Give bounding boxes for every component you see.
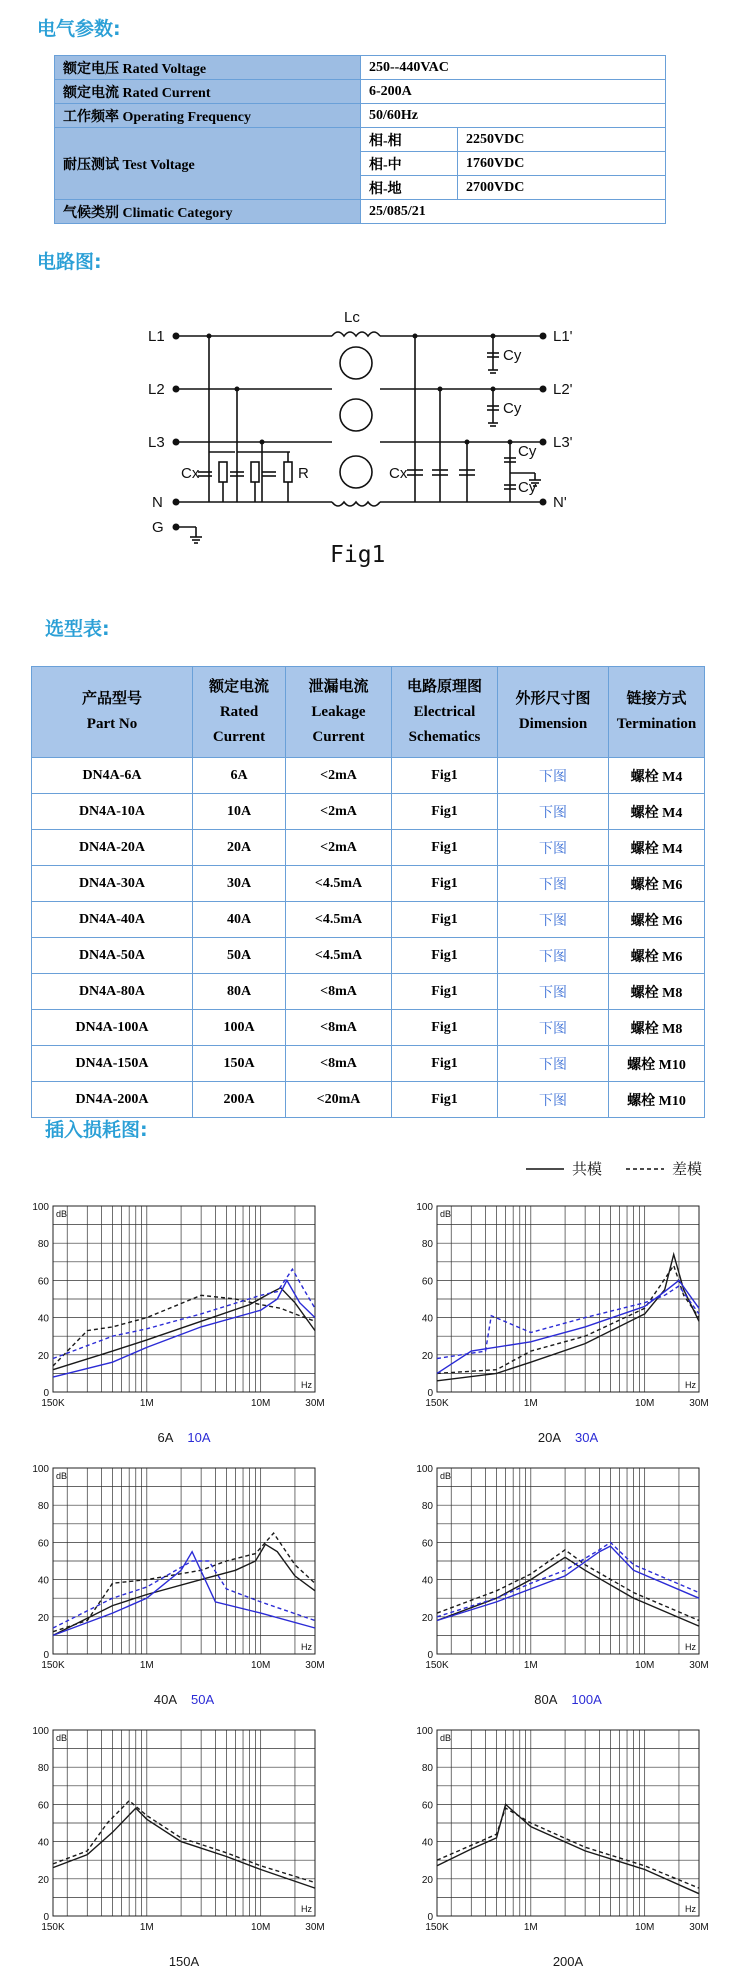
table-row [32, 1082, 705, 1118]
chart-caption [538, 1430, 599, 1445]
y-tick-label: 80 [37, 1239, 49, 1251]
dimension-link[interactable]: 下图 [498, 1082, 609, 1118]
chart-caption-part: 200A [552, 1954, 584, 1969]
x-tick-label: 30M [689, 1922, 709, 1933]
x-tick-label: 10M [634, 1660, 655, 1671]
spec-label: 耐压测试 Test Voltage [55, 128, 361, 200]
schematic-label-right: N' [553, 494, 567, 511]
x-tick-label: 1M [139, 1398, 154, 1409]
cell-part-no: DN4A-80A [32, 974, 193, 1010]
cell-rated-current: 100A [193, 1010, 286, 1046]
cell-schematic: Fig1 [392, 1082, 498, 1118]
schematic-r-label: R [298, 465, 309, 482]
cell-part-no: DN4A-30A [32, 866, 193, 902]
table-row [32, 902, 705, 938]
x-axis-unit: Hz [685, 1642, 696, 1652]
dimension-link[interactable]: 下图 [498, 830, 609, 866]
y-tick-label: 20 [37, 1350, 49, 1362]
dimension-link[interactable]: 下图 [498, 1010, 609, 1046]
cell-leakage: <2mA [286, 758, 392, 794]
y-tick-label: 20 [37, 1874, 49, 1886]
cell-part-no: DN4A-20A [32, 830, 193, 866]
schematic-cx-label: Cx [181, 465, 200, 482]
y-axis-unit: dB [56, 1471, 68, 1481]
x-axis-unit: Hz [685, 1380, 696, 1390]
x-axis-unit: Hz [685, 1904, 696, 1914]
x-tick-label: 150K [425, 1660, 449, 1671]
y-tick-label: 40 [421, 1837, 433, 1849]
cell-part-no: DN4A-100A [32, 1010, 193, 1046]
cell-leakage: <8mA [286, 974, 392, 1010]
y-tick-label: 60 [37, 1538, 49, 1550]
chart-caption-part: 30A [575, 1430, 599, 1445]
y-axis-unit: dB [440, 1471, 452, 1481]
chart-caption-part: 80A [534, 1692, 558, 1707]
y-tick-label: 60 [421, 1800, 433, 1812]
schematic-label-right: L1' [553, 328, 573, 345]
x-tick-label: 150K [425, 1922, 449, 1933]
dimension-link[interactable]: 下图 [498, 794, 609, 830]
y-tick-label: 80 [421, 1501, 433, 1513]
chart-caption-part: 10A [187, 1430, 211, 1445]
y-tick-label: 20 [421, 1612, 433, 1624]
series-line-black-solid [53, 1808, 315, 1888]
cell-schematic: Fig1 [392, 830, 498, 866]
spec-subname: 相-地 [361, 176, 458, 200]
header-line: Leakage [311, 703, 366, 720]
section-title-circuit: 电路图: [37, 251, 102, 273]
header-line: 链接方式 [626, 691, 687, 707]
header-schematics [392, 667, 498, 758]
x-tick-label: 10M [250, 1398, 271, 1409]
y-tick-label: 100 [32, 1202, 49, 1213]
circuit-schematic [0, 290, 730, 580]
schematic-caption: Fig1 [330, 542, 386, 568]
x-tick-label: 150K [41, 1398, 65, 1409]
chart-caption-part: 150A [168, 1954, 200, 1969]
spec-subname: 相-相 [361, 128, 458, 152]
cell-termination: 螺栓 M4 [609, 794, 705, 830]
dimension-link[interactable]: 下图 [498, 866, 609, 902]
selection-header-row [32, 667, 705, 758]
chart-caption [553, 1954, 584, 1969]
chart-caption-part: 100A [571, 1692, 602, 1707]
x-axis-unit: Hz [301, 1380, 312, 1390]
chart-caption [534, 1692, 602, 1707]
section-title-insertion: 插入损耗图: [45, 1119, 148, 1141]
x-tick-label: 1M [139, 1922, 154, 1933]
y-tick-label: 20 [37, 1612, 49, 1624]
cell-rated-current: 20A [193, 830, 286, 866]
table-row [32, 758, 705, 794]
schematic-label-left: G [152, 519, 164, 536]
header-line: Current [212, 728, 266, 745]
schematic-label-left: L2 [148, 381, 165, 398]
spec-value: 2700VDC [458, 176, 666, 200]
schematic-cy-label: Cy [503, 400, 522, 417]
spec-row-frequency [55, 104, 666, 128]
x-tick-label: 10M [250, 1922, 271, 1933]
y-tick-label: 60 [37, 1800, 49, 1812]
spec-row-test-voltage [55, 128, 666, 152]
y-tick-label: 20 [421, 1874, 433, 1886]
series-line-black-solid [53, 1544, 315, 1635]
cell-part-no: DN4A-40A [32, 902, 193, 938]
cell-schematic: Fig1 [392, 1046, 498, 1082]
cell-termination: 螺栓 M4 [609, 758, 705, 794]
cell-termination: 螺栓 M4 [609, 830, 705, 866]
chart-caption-part: 20A [537, 1430, 561, 1445]
series-line-black-dashed [437, 1266, 699, 1374]
header-line: Dimension [518, 716, 588, 732]
x-tick-label: 150K [41, 1660, 65, 1671]
dimension-link[interactable]: 下图 [498, 1046, 609, 1082]
y-tick-label: 80 [421, 1239, 433, 1251]
y-axis-unit: dB [56, 1733, 68, 1743]
schematic-label-left: L3 [148, 434, 165, 451]
dimension-link[interactable]: 下图 [498, 758, 609, 794]
cell-schematic: Fig1 [392, 866, 498, 902]
spec-row-climatic [55, 200, 666, 224]
table-row [32, 938, 705, 974]
header-line: 额定电流 [208, 678, 269, 695]
y-tick-label: 60 [421, 1538, 433, 1550]
y-tick-label: 0 [427, 1650, 433, 1661]
x-axis-unit: Hz [301, 1904, 312, 1914]
cell-rated-current: 6A [193, 758, 286, 794]
insertion-loss-chart-80a-100a [404, 1458, 709, 1716]
cell-rated-current: 50A [193, 938, 286, 974]
x-tick-label: 30M [305, 1398, 325, 1409]
x-tick-label: 150K [425, 1398, 449, 1409]
header-line: 泄漏电流 [308, 678, 369, 695]
section-title-selection: 选型表: [45, 618, 110, 640]
header-line: Termination [616, 716, 697, 732]
header-line: Current [312, 728, 365, 745]
cell-schematic: Fig1 [392, 794, 498, 830]
dimension-link[interactable]: 下图 [498, 902, 609, 938]
cell-leakage: <8mA [286, 1010, 392, 1046]
cell-rated-current: 30A [193, 866, 286, 902]
cell-rated-current: 150A [193, 1046, 286, 1082]
y-tick-label: 0 [427, 1912, 433, 1923]
insertion-loss-chart-40a-50a [20, 1458, 325, 1716]
header-line: 外形尺寸图 [515, 691, 591, 707]
series-line-blue-solid [53, 1280, 315, 1377]
series-line-blue-dashed [437, 1286, 699, 1359]
header-line: 产品型号 [81, 691, 142, 707]
schematic-cy-label: Cy [518, 479, 537, 496]
series-line-blue-solid [53, 1552, 315, 1636]
y-tick-label: 100 [32, 1464, 49, 1475]
header-termination [609, 667, 705, 758]
spec-value: 6-200A [361, 80, 666, 104]
table-row [32, 866, 705, 902]
x-tick-label: 30M [689, 1398, 709, 1409]
spec-table [54, 55, 666, 224]
x-tick-label: 10M [634, 1398, 655, 1409]
y-tick-label: 0 [43, 1650, 49, 1661]
series-line-blue-dashed [53, 1269, 315, 1358]
y-axis-unit: dB [440, 1209, 452, 1219]
series-line-black-solid [437, 1557, 699, 1626]
cell-leakage: <4.5mA [286, 902, 392, 938]
cell-leakage: <2mA [286, 830, 392, 866]
y-tick-label: 60 [37, 1276, 49, 1288]
y-tick-label: 100 [416, 1464, 433, 1475]
insertion-loss-chart-200a [404, 1720, 709, 1978]
series-line-blue-solid [437, 1280, 699, 1373]
y-tick-label: 60 [421, 1276, 433, 1288]
cell-part-no: DN4A-10A [32, 794, 193, 830]
cell-schematic: Fig1 [392, 1010, 498, 1046]
schematic-cy-label: Cy [503, 347, 522, 364]
insertion-loss-chart-150a [20, 1720, 325, 1978]
spec-value: 25/085/21 [361, 200, 666, 224]
cell-termination: 螺栓 M10 [609, 1046, 705, 1082]
cell-schematic: Fig1 [392, 758, 498, 794]
y-tick-label: 100 [416, 1202, 433, 1213]
chart-caption [157, 1430, 210, 1445]
chart-caption-part: 50A [191, 1692, 215, 1707]
cell-termination: 螺栓 M8 [609, 974, 705, 1010]
spec-label: 气候类别 Climatic Category [55, 200, 361, 224]
y-tick-label: 40 [421, 1575, 433, 1587]
cell-part-no: DN4A-150A [32, 1046, 193, 1082]
cell-termination: 螺栓 M10 [609, 1082, 705, 1118]
header-rated-current [193, 667, 286, 758]
cell-leakage: <2mA [286, 794, 392, 830]
y-tick-label: 80 [421, 1763, 433, 1775]
y-tick-label: 100 [32, 1726, 49, 1737]
y-tick-label: 0 [43, 1912, 49, 1923]
cell-termination: 螺栓 M8 [609, 1010, 705, 1046]
dimension-link[interactable]: 下图 [498, 938, 609, 974]
schematic-label-right: L2' [553, 381, 573, 398]
y-tick-label: 80 [37, 1763, 49, 1775]
x-axis-unit: Hz [301, 1642, 312, 1652]
y-tick-label: 100 [416, 1726, 433, 1737]
x-tick-label: 1M [523, 1398, 538, 1409]
cell-termination: 螺栓 M6 [609, 902, 705, 938]
x-tick-label: 10M [250, 1660, 271, 1671]
spec-label: 额定电流 Rated Current [55, 80, 361, 104]
table-row [32, 1046, 705, 1082]
y-tick-label: 0 [427, 1388, 433, 1399]
y-axis-unit: dB [440, 1733, 452, 1743]
chart-caption-part: 40A [153, 1692, 177, 1707]
y-tick-label: 20 [421, 1350, 433, 1362]
section-title-electrical: 电气参数: [37, 18, 121, 40]
header-line: Rated [219, 703, 259, 720]
selection-table [31, 666, 705, 1118]
schematic-label-left: L1 [148, 328, 165, 345]
cell-rated-current: 200A [193, 1082, 286, 1118]
header-line: Part No [86, 716, 138, 732]
spec-row-current [55, 80, 666, 104]
x-tick-label: 30M [305, 1922, 325, 1933]
dimension-link[interactable]: 下图 [498, 974, 609, 1010]
spec-value: 250--440VAC [361, 56, 666, 80]
x-tick-label: 1M [139, 1660, 154, 1671]
y-tick-label: 80 [37, 1501, 49, 1513]
spec-label: 工作频率 Operating Frequency [55, 104, 361, 128]
y-tick-label: 40 [421, 1313, 433, 1325]
x-tick-label: 1M [523, 1922, 538, 1933]
cell-leakage: <20mA [286, 1082, 392, 1118]
table-row [32, 830, 705, 866]
chart-caption [154, 1692, 215, 1707]
series-line-black-dashed [53, 1295, 315, 1366]
header-part-no [32, 667, 193, 758]
x-tick-label: 1M [523, 1660, 538, 1671]
y-tick-label: 40 [37, 1313, 49, 1325]
spec-value: 50/60Hz [361, 104, 666, 128]
schematic-label-left: N [152, 494, 163, 511]
cell-rated-current: 80A [193, 974, 286, 1010]
spec-value: 1760VDC [458, 152, 666, 176]
spec-row-voltage [55, 56, 666, 80]
legend-differential: 差模 [672, 1161, 703, 1178]
header-line: Schematics [408, 728, 481, 745]
x-tick-label: 10M [634, 1922, 655, 1933]
cell-termination: 螺栓 M6 [609, 938, 705, 974]
y-tick-label: 40 [37, 1837, 49, 1849]
cell-leakage: <4.5mA [286, 866, 392, 902]
insertion-loss-chart-6a-10a [20, 1196, 325, 1454]
x-tick-label: 30M [305, 1660, 325, 1671]
cell-schematic: Fig1 [392, 902, 498, 938]
series-line-blue-dashed [53, 1561, 315, 1628]
cell-schematic: Fig1 [392, 974, 498, 1010]
chart-legend [520, 1157, 720, 1181]
table-row [32, 794, 705, 830]
cell-part-no: DN4A-50A [32, 938, 193, 974]
header-line: Electrical [413, 703, 476, 720]
chart-caption [169, 1954, 200, 1969]
series-line-black-solid [437, 1804, 699, 1893]
header-dimension [498, 667, 609, 758]
header-leakage-current [286, 667, 392, 758]
spec-value: 2250VDC [458, 128, 666, 152]
cell-part-no: DN4A-6A [32, 758, 193, 794]
y-tick-label: 40 [37, 1575, 49, 1587]
cell-leakage: <8mA [286, 1046, 392, 1082]
x-tick-label: 150K [41, 1922, 65, 1933]
schematic-cy-label: Cy [518, 443, 537, 460]
spec-subname: 相-中 [361, 152, 458, 176]
cell-schematic: Fig1 [392, 938, 498, 974]
table-row [32, 974, 705, 1010]
schematic-choke-label: Lc [344, 309, 360, 326]
cell-rated-current: 40A [193, 902, 286, 938]
y-axis-unit: dB [56, 1209, 68, 1219]
schematic-label-right: L3' [553, 434, 573, 451]
schematic-cx-label: Cx [389, 465, 408, 482]
cell-rated-current: 10A [193, 794, 286, 830]
insertion-loss-chart-20a-30a [404, 1196, 709, 1454]
cell-part-no: DN4A-200A [32, 1082, 193, 1118]
x-tick-label: 30M [689, 1660, 709, 1671]
table-row [32, 1010, 705, 1046]
chart-caption-part: 6A [157, 1430, 174, 1445]
y-tick-label: 0 [43, 1388, 49, 1399]
cell-leakage: <4.5mA [286, 938, 392, 974]
spec-label: 额定电压 Rated Voltage [55, 56, 361, 80]
legend-common: 共模 [572, 1161, 603, 1178]
header-line: 电路原理图 [406, 678, 482, 695]
cell-termination: 螺栓 M6 [609, 866, 705, 902]
